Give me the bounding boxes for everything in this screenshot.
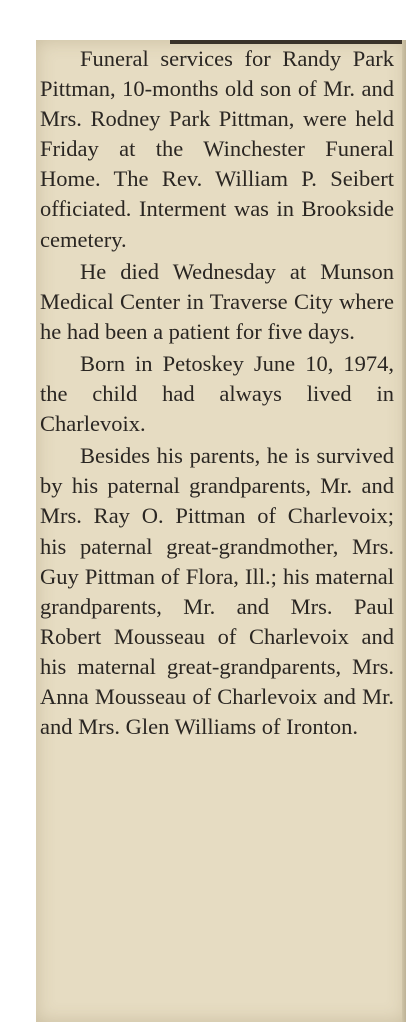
- paragraph-survivors: Besides his parents, he is survived by his paternal grandparents, Mr. and Mrs. Ray O. Pittman of Charlevoix; his paternal great-grandmother, Mrs. Guy Pittman of Flora, Ill.; his maternal grandparents, Mr. and Mrs. Paul Robert Mousseau of Charlevoix and his maternal great-grandparents, Mrs. Anna Mousseau of Charlevoix and Mr. and Mrs. Glen Williams of Ironton.: [40, 443, 394, 740]
- paragraph-funeral-services: Funeral services for Randy Park Pittman, 10-months old son of Mr. and Mrs. Rodney Park Pittman, were held Friday at the Winchester Funeral Home. The Rev. William P. Seibert officiated. Interment was in Brookside cemetery.: [40, 46, 394, 252]
- clipping-right-edge: [402, 40, 406, 1022]
- paragraph-death: He died Wednesday at Munson Medical Center in Traverse City where he had been a patient for five days.: [40, 258, 394, 344]
- obituary-article: [40, 44, 394, 742]
- paragraph-birth: Born in Petoskey June 10, 1974, the child had always lived in Charlevoix.: [40, 350, 394, 437]
